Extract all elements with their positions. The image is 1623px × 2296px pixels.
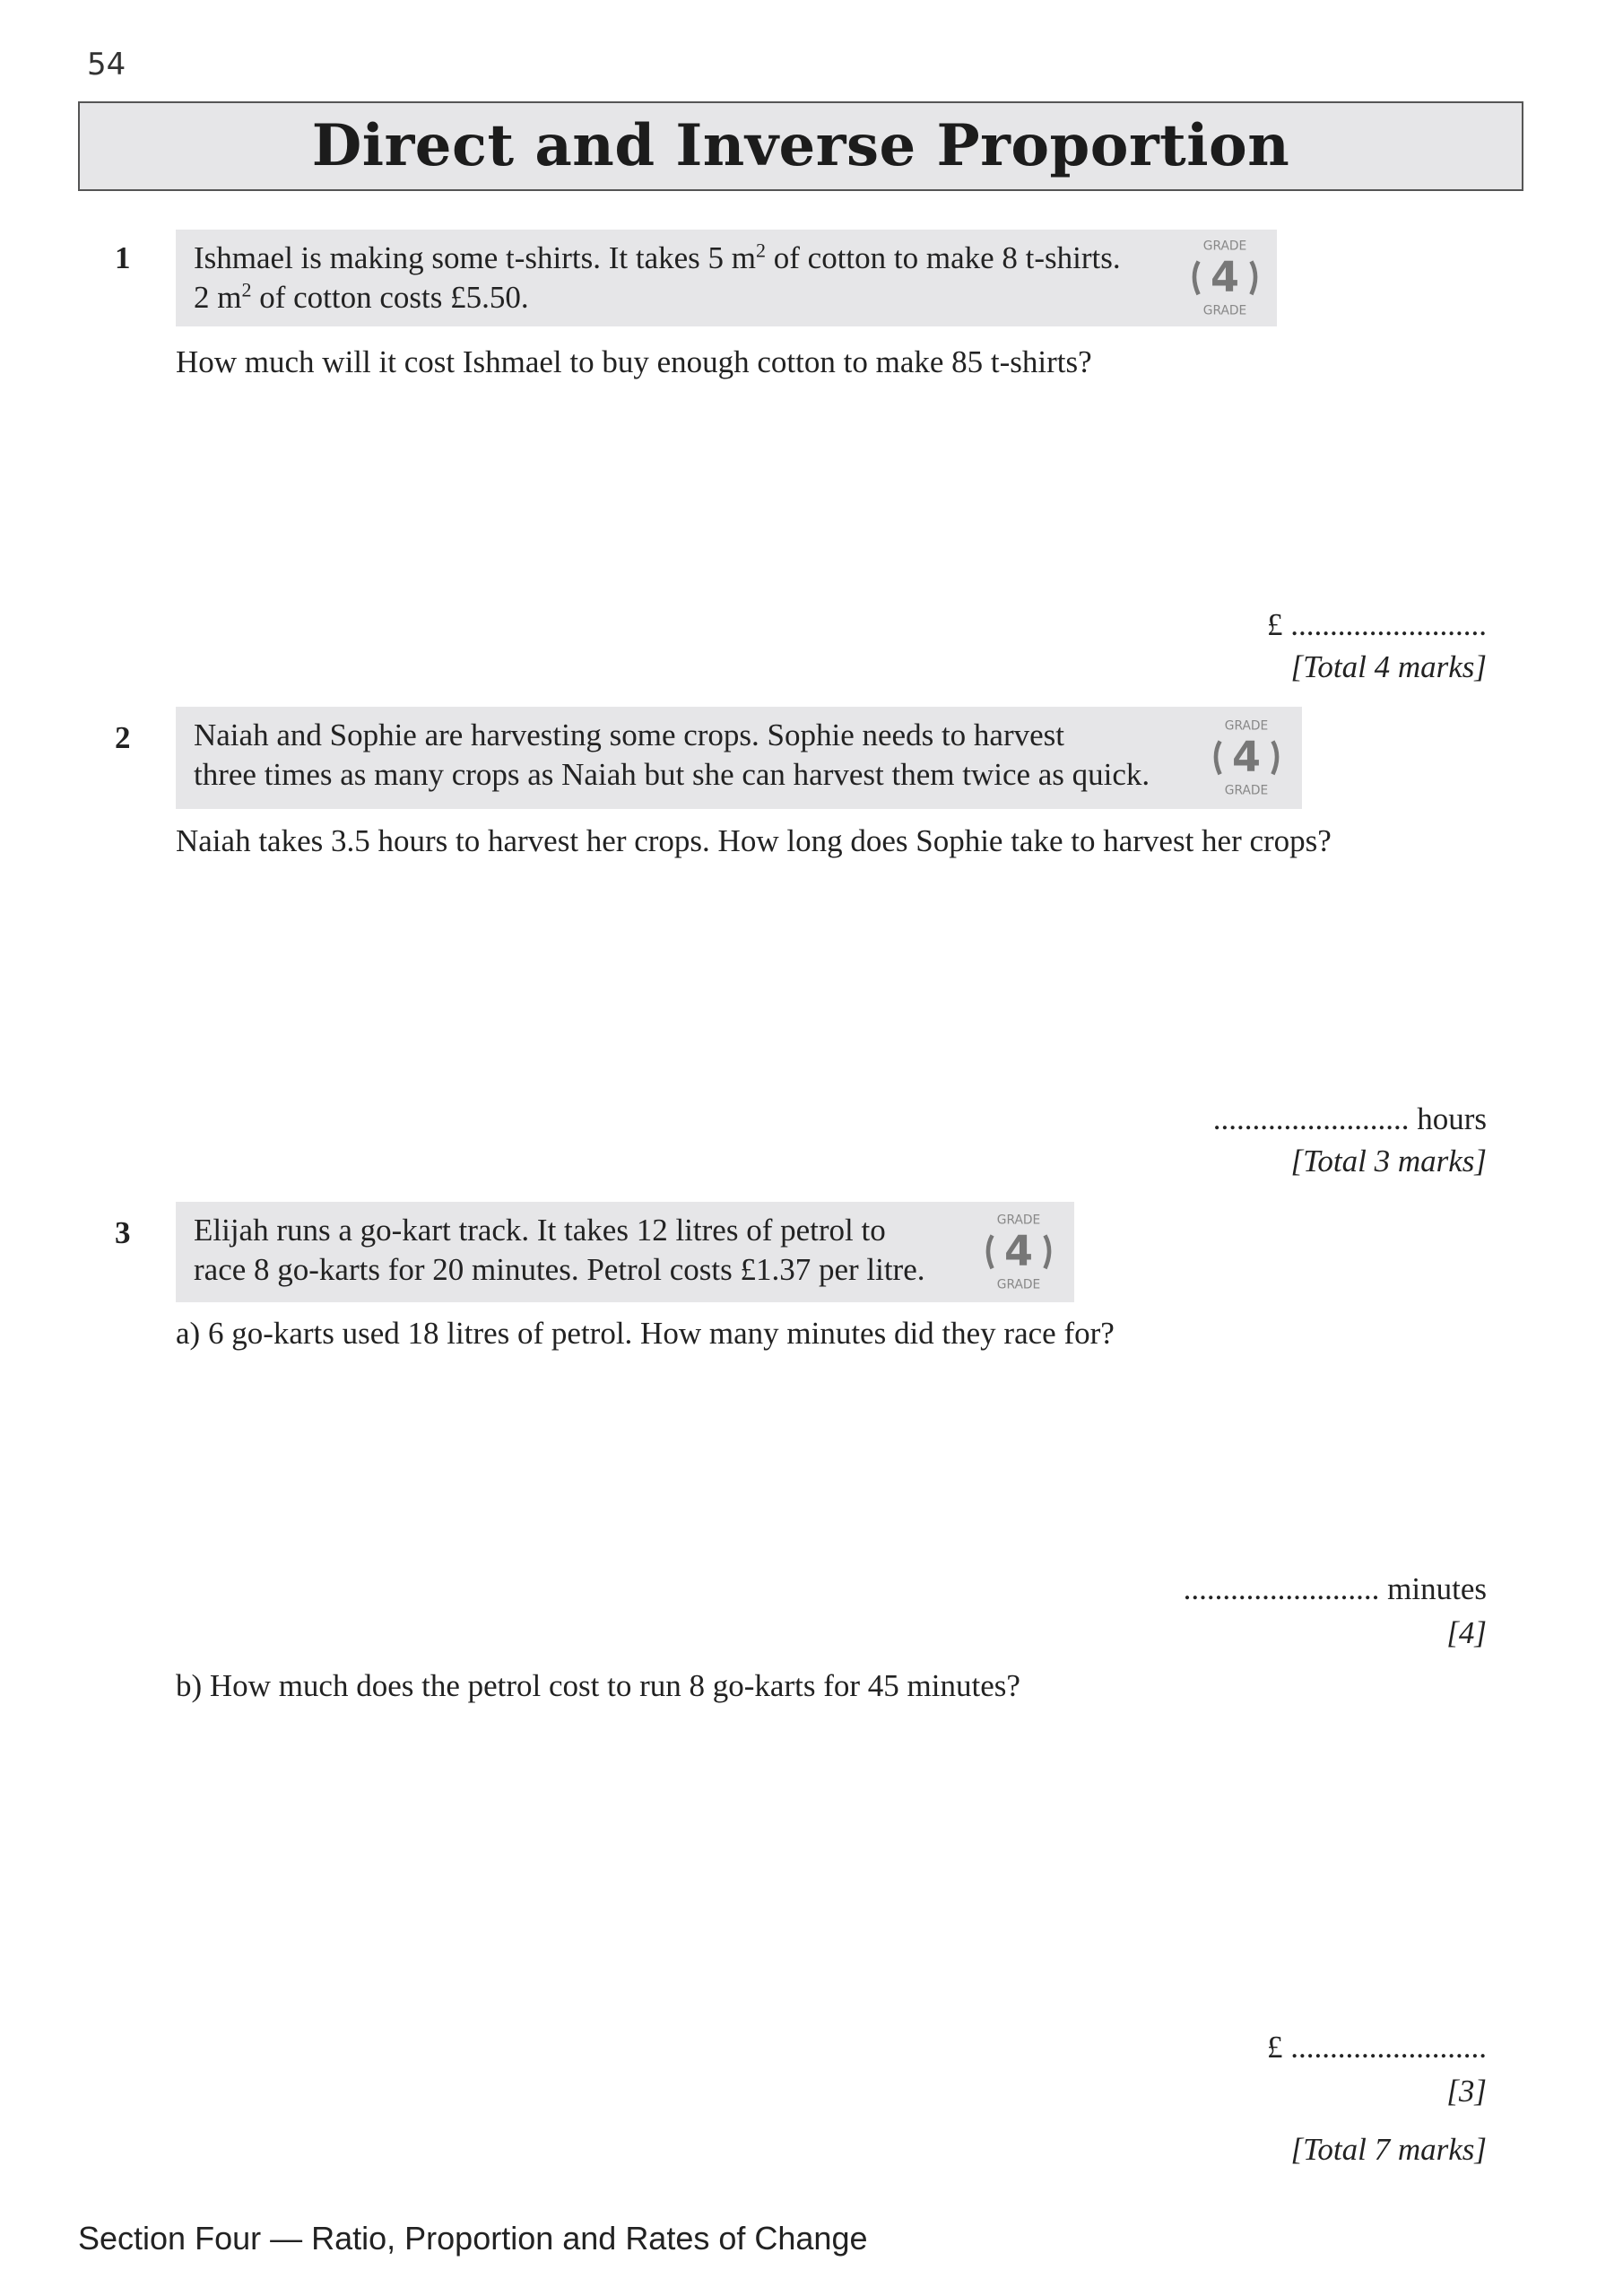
question-2-prompt: Naiah takes 3.5 hours to harvest her crops. How long does Sophie take to harvest her crops? <box>176 823 1332 858</box>
question-1-prompt: How much will it cost Ishmael to buy enough cotton to make 85 t-shirts? <box>176 344 1092 379</box>
svg-text:4: 4 <box>1210 252 1240 301</box>
question-2-number: 2 <box>115 720 131 755</box>
svg-text:GRADE: GRADE <box>1224 718 1269 734</box>
question-2-answer-line[interactable]: ......................... hours <box>1212 1101 1487 1136</box>
question-2-context <box>176 707 1302 809</box>
question-3-context <box>176 1202 1074 1302</box>
question-3b-marks: [3] <box>1446 2074 1487 2109</box>
page-number: 54 <box>87 47 126 83</box>
svg-text:4: 4 <box>1003 1226 1034 1275</box>
question-3-context-line-1: Elijah runs a go-kart track. It takes 12 litres of petrol to <box>194 1213 886 1248</box>
question-2-marks: [Total 3 marks] <box>1290 1144 1487 1178</box>
question-1-context <box>176 230 1277 326</box>
svg-text:GRADE: GRADE <box>996 1277 1041 1292</box>
question-3b-answer-line[interactable]: £ ......................... <box>1267 2030 1487 2065</box>
question-1-answer-line[interactable]: £ ......................... <box>1267 607 1487 642</box>
grade-badge-icon <box>1184 235 1266 317</box>
page-title: Direct and Inverse Proportion <box>311 112 1290 179</box>
svg-text:GRADE: GRADE <box>1202 239 1247 254</box>
svg-text:4: 4 <box>1231 732 1262 781</box>
question-3a-answer-line[interactable]: ......................... minutes <box>1183 1571 1487 1606</box>
question-2-context-line-2: three times as many crops as Naiah but she can harvest them twice as quick. <box>194 757 1150 792</box>
question-1-context-line-1: Ishmael is making some t-shirts. It takes 5 $m^2$ of cotton to make 8 t-shirts. <box>194 239 1121 275</box>
section-footer: Section Four — Ratio, Proportion and Rates of Change <box>78 2220 868 2257</box>
svg-text:GRADE: GRADE <box>996 1213 1041 1228</box>
question-3a-prompt: a) 6 go-karts used 18 litres of petrol. How many minutes did they race for? <box>176 1316 1115 1351</box>
grade-badge-icon <box>1205 715 1288 797</box>
grade-badge-icon <box>977 1209 1060 1292</box>
question-3-context-line-2: race 8 go-karts for 20 minutes. Petrol costs £1.37 per litre. <box>194 1252 925 1287</box>
question-1-number: 1 <box>115 240 131 275</box>
svg-text:GRADE: GRADE <box>1202 303 1247 317</box>
question-2-context-line-1: Naiah and Sophie are harvesting some crops. Sophie needs to harvest <box>194 718 1064 752</box>
question-1-context-line-2: 2 $m^2$ of cotton costs £5.50. <box>194 278 529 315</box>
question-3-total-marks: [Total 7 marks] <box>1290 2132 1487 2167</box>
question-3-number: 3 <box>115 1215 131 1250</box>
title-banner <box>78 101 1523 191</box>
question-3b-prompt: b) How much does the petrol cost to run 8 go-karts for 45 minutes? <box>176 1668 1020 1703</box>
question-3a-marks: [4] <box>1446 1615 1487 1650</box>
svg-text:GRADE: GRADE <box>1224 783 1269 797</box>
question-1-marks: [Total 4 marks] <box>1290 649 1487 684</box>
